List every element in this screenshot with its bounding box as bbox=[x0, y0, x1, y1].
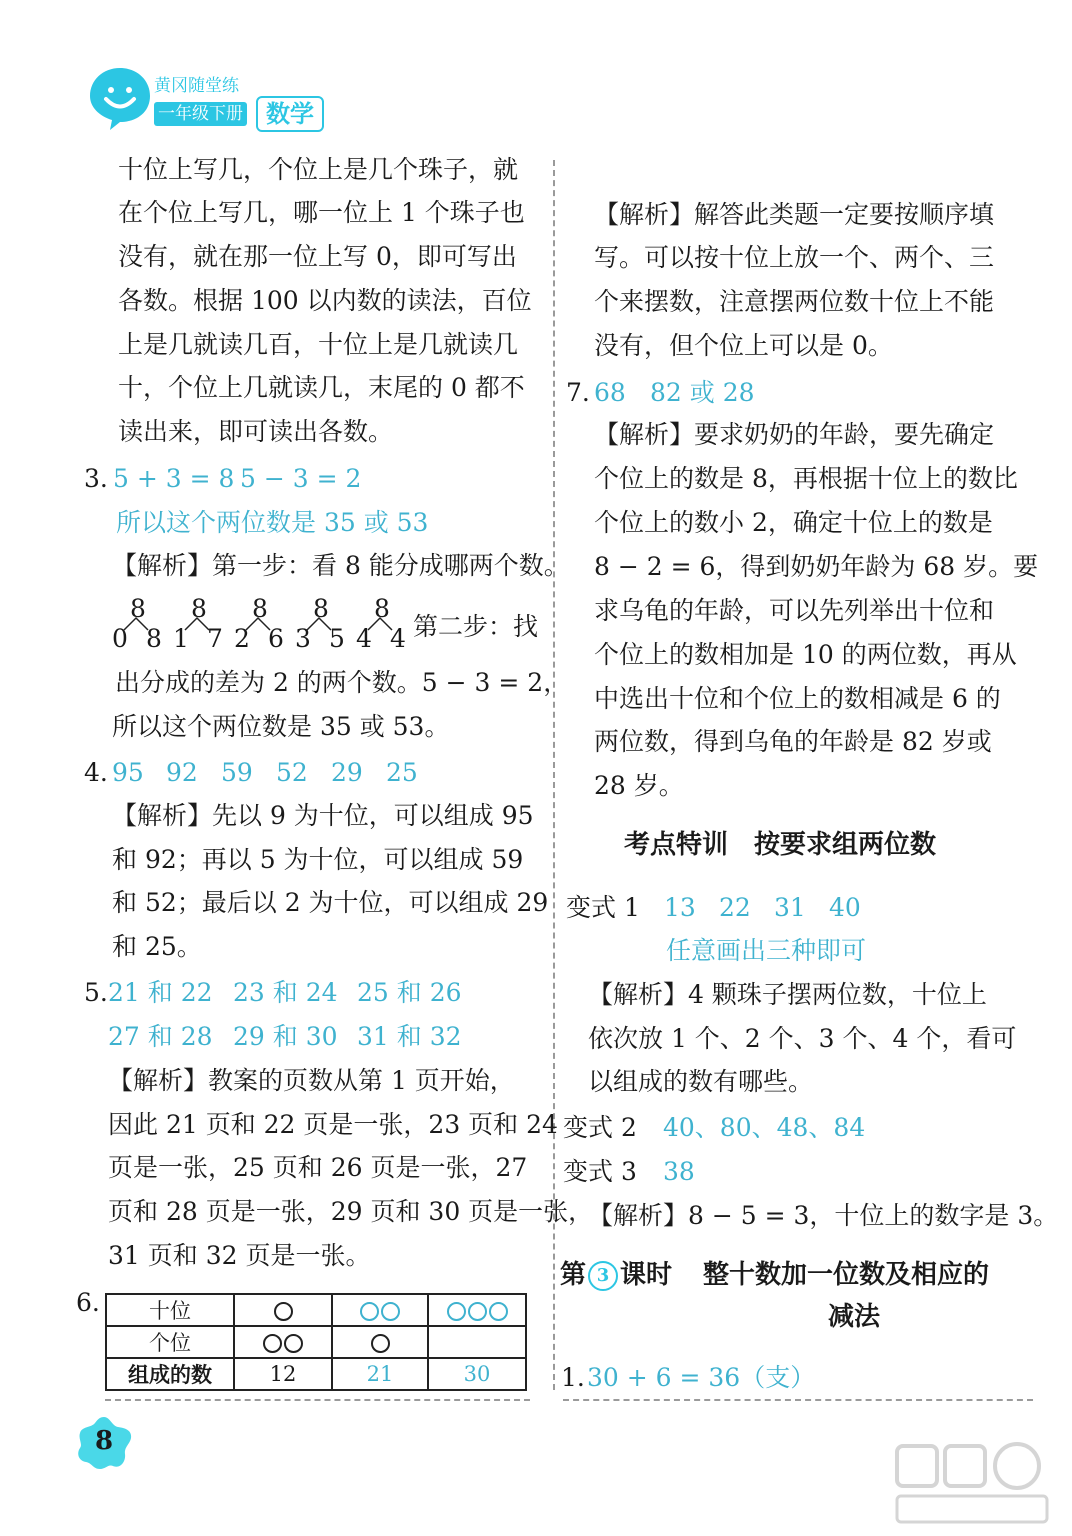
lesson-number-badge bbox=[588, 1261, 618, 1291]
explanation-line: 依次放 1 个、2 个、3 个、4 个，看可 bbox=[588, 1024, 1017, 1053]
split-tree bbox=[110, 596, 166, 656]
question-number: 4. bbox=[84, 758, 108, 787]
answer-number: 29 bbox=[331, 758, 363, 787]
explanation-line: 个位上的数是 8，再根据十位上的数比 bbox=[594, 464, 1018, 493]
lesson-number: 3 bbox=[596, 1265, 610, 1286]
answer-pair: 29 和 30 bbox=[233, 1022, 338, 1051]
explanation-line: 【解析】解答此类题一定要按顺序填 bbox=[594, 200, 995, 229]
paragraph-line: 各数。根据 100 以内数的读法，百位 bbox=[118, 286, 532, 315]
row-label: 十位 bbox=[106, 1294, 234, 1326]
explanation-line: 个位上的数小 2，确定十位上的数是 bbox=[594, 508, 993, 537]
explanation-line: 8 − 2 = 6，得到奶奶年龄为 68 岁。要 bbox=[594, 552, 1039, 581]
explanation-line: 页和 28 页是一张，29 页和 30 页是一张， bbox=[108, 1197, 594, 1226]
split-right: 6 bbox=[268, 624, 284, 653]
answer-text: 30 + 6 = 36（支） bbox=[587, 1363, 816, 1392]
explanation-line: 【解析】教案的页数从第 1 页开始， bbox=[108, 1066, 515, 1095]
page-number: 8 bbox=[94, 1426, 114, 1456]
question-number: 1. bbox=[561, 1363, 585, 1392]
explanation-line: 【解析】第一步：看 8 能分成哪两个数。 bbox=[112, 551, 569, 580]
explanation-line: 没有，但个位上可以是 0。 bbox=[594, 331, 893, 360]
explanation-line: 个来摆数，注意摆两位数十位上不能 bbox=[594, 287, 995, 316]
answer-text: 68 bbox=[594, 378, 626, 407]
explanation-line: 中选出十位和个位上的数相减是 6 的 bbox=[594, 684, 1001, 713]
answer-number: 25 bbox=[386, 758, 418, 787]
number-cell: 12 bbox=[234, 1358, 332, 1390]
table-row bbox=[106, 1326, 526, 1358]
split-left: 3 bbox=[295, 624, 311, 653]
split-top: 8 bbox=[374, 594, 390, 623]
explanation-line: 因此 21 页和 22 页是一张，23 页和 24 bbox=[108, 1110, 558, 1139]
paragraph-line: 十位上写几，个位上是几个珠子，就 bbox=[118, 155, 519, 184]
answer-number: 92 bbox=[166, 758, 198, 787]
variant-label: 变式 1 bbox=[566, 893, 640, 922]
answer-text: 40、80、48、84 bbox=[663, 1113, 866, 1142]
split-left: 0 bbox=[112, 624, 128, 653]
watermark-stamp bbox=[893, 1442, 1053, 1528]
answer-text: 5 − 3 = 2 bbox=[240, 464, 362, 493]
answer-pair: 23 和 24 bbox=[233, 978, 338, 1007]
explanation-line: 所以这个两位数是 35 或 53。 bbox=[112, 712, 450, 741]
explanation-line: 31 页和 32 页是一张。 bbox=[108, 1241, 371, 1270]
explanation-line: 写。可以按十位上放一个、两个、三 bbox=[594, 243, 995, 272]
subject-label: 数学 bbox=[256, 96, 324, 132]
number-cell: 30 bbox=[428, 1358, 526, 1390]
answer-number: 22 bbox=[719, 893, 751, 922]
split-right: 7 bbox=[207, 624, 223, 653]
explanation-line: 【解析】8 − 5 = 3，十位上的数字是 3。 bbox=[588, 1201, 1059, 1230]
paragraph-line: 上是几就读几百，十位上是几就读几 bbox=[118, 330, 519, 359]
grade-label: 一年级下册 bbox=[154, 102, 247, 126]
question-number: 3. bbox=[84, 464, 108, 493]
split-top: 8 bbox=[191, 594, 207, 623]
split-tree bbox=[293, 596, 349, 656]
header-logo bbox=[88, 66, 338, 136]
answer-text: 所以这个两位数是 35 或 53 bbox=[116, 508, 429, 537]
answer-number: 95 bbox=[112, 758, 144, 787]
split-right: 8 bbox=[146, 624, 162, 653]
bottom-divider bbox=[563, 1399, 1033, 1401]
question-number: 6. bbox=[76, 1288, 100, 1317]
answer-pair: 21 和 22 bbox=[108, 978, 213, 1007]
variant-label: 变式 2 bbox=[563, 1113, 637, 1142]
bead-cell bbox=[234, 1326, 332, 1358]
explanation-line: 【解析】4 颗珠子摆两位数，十位上 bbox=[588, 980, 987, 1009]
answer-number: 52 bbox=[276, 758, 308, 787]
answer-note: 任意画出三种即可 bbox=[666, 936, 867, 965]
bead-cell bbox=[428, 1326, 526, 1358]
bead-cell bbox=[428, 1294, 526, 1326]
answer-text: 5 + 3 = 8 bbox=[113, 464, 235, 493]
answer-number: 13 bbox=[664, 893, 696, 922]
bead-table bbox=[105, 1293, 527, 1391]
paragraph-line: 读出来，即可读出各数。 bbox=[118, 417, 394, 446]
answer-pair: 27 和 28 bbox=[108, 1022, 213, 1051]
question-number: 5. bbox=[84, 978, 108, 1007]
lesson-title: 整十数加一位数及相应的 bbox=[703, 1260, 990, 1290]
variant-label: 变式 3 bbox=[563, 1157, 637, 1186]
explanation-line: 个位上的数相加是 10 的两位数，再从 bbox=[594, 640, 1017, 669]
bottom-divider bbox=[105, 1399, 530, 1401]
explanation-line: 和 25。 bbox=[112, 932, 202, 961]
split-left: 4 bbox=[356, 624, 372, 653]
explanation-line: 求乌龟的年龄，可以先列举出十位和 bbox=[594, 596, 995, 625]
paragraph-line: 没有，就在那一位上写 0，即可写出 bbox=[118, 242, 517, 271]
answer-number: 59 bbox=[221, 758, 253, 787]
split-left: 1 bbox=[173, 624, 189, 653]
split-tree bbox=[232, 596, 288, 656]
answer-pair: 31 和 32 bbox=[357, 1022, 462, 1051]
page-number-badge bbox=[74, 1414, 134, 1472]
answer-pair: 25 和 26 bbox=[357, 978, 462, 1007]
table-row bbox=[106, 1358, 526, 1390]
explanation-line: 和 52；最后以 2 为十位，可以组成 29 bbox=[112, 888, 549, 917]
row-label: 组成的数 bbox=[106, 1358, 234, 1390]
explanation-line: 页是一张，25 页和 26 页是一张，27 bbox=[108, 1153, 528, 1182]
split-left: 2 bbox=[234, 624, 250, 653]
bead-cell bbox=[234, 1294, 332, 1326]
split-tree bbox=[354, 596, 410, 656]
section-title: 考点特训 按要求组两位数 bbox=[624, 830, 937, 860]
explanation-line: 以组成的数有哪些。 bbox=[588, 1067, 814, 1096]
lesson-title-cont: 减法 bbox=[828, 1302, 881, 1332]
smiley-icon bbox=[88, 66, 152, 132]
paragraph-line: 在个位上写几，哪一位上 1 个珠子也 bbox=[118, 198, 525, 227]
split-right: 5 bbox=[329, 624, 345, 653]
explanation-line: 出分成的差为 2 的两个数。5 − 3 = 2， bbox=[115, 668, 569, 697]
table-row bbox=[106, 1294, 526, 1326]
question-number: 7. bbox=[566, 378, 590, 407]
brand-title: 黄冈随堂练 bbox=[154, 76, 239, 96]
explanation-text: 第二步：找 bbox=[413, 612, 539, 641]
answer-text: 38 bbox=[663, 1157, 695, 1186]
explanation-line: 【解析】要求奶奶的年龄，要先确定 bbox=[594, 420, 995, 449]
split-top: 8 bbox=[252, 594, 268, 623]
number-cell: 21 bbox=[332, 1358, 428, 1390]
answer-number: 40 bbox=[829, 893, 861, 922]
row-label: 个位 bbox=[106, 1326, 234, 1358]
split-top: 8 bbox=[130, 594, 146, 623]
explanation-line: 两位数，得到乌龟的年龄是 82 岁或 bbox=[594, 727, 992, 756]
explanation-line: 【解析】先以 9 为十位，可以组成 95 bbox=[112, 801, 534, 830]
explanation-line: 和 92；再以 5 为十位，可以组成 59 bbox=[112, 845, 524, 874]
lesson-suffix: 课时 bbox=[620, 1260, 673, 1290]
paragraph-line: 十，个位上几就读几，末尾的 0 都不 bbox=[118, 373, 525, 402]
split-top: 8 bbox=[313, 594, 329, 623]
answer-number: 31 bbox=[774, 893, 806, 922]
bead-cell bbox=[332, 1326, 428, 1358]
lesson-prefix: 第 bbox=[560, 1260, 587, 1290]
explanation-line: 28 岁。 bbox=[594, 771, 684, 800]
answer-text: 82 或 28 bbox=[650, 378, 755, 407]
split-tree bbox=[171, 596, 227, 656]
bead-cell bbox=[332, 1294, 428, 1326]
split-right: 4 bbox=[390, 624, 406, 653]
